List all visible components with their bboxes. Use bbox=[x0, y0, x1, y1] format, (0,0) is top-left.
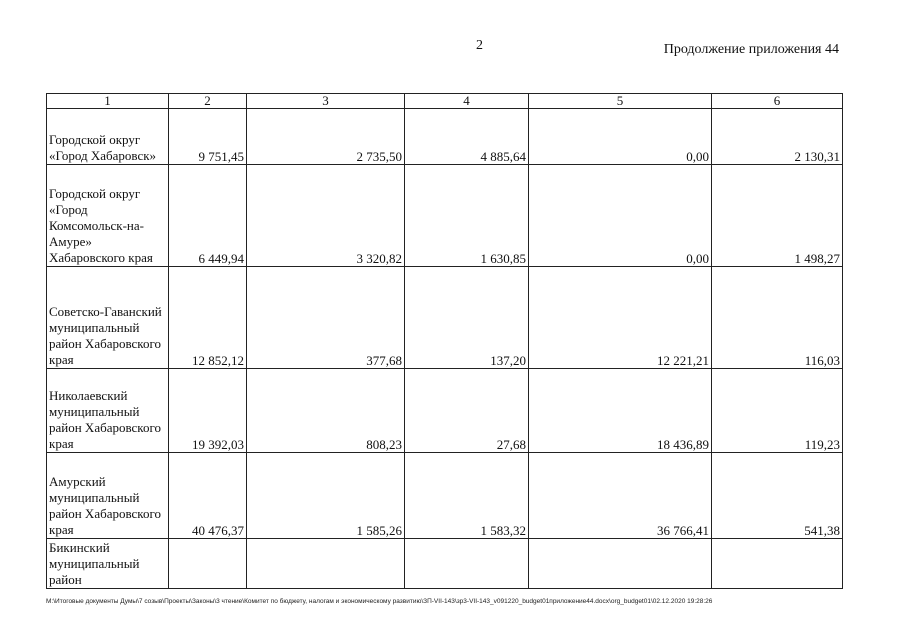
value-cell: 2 735,50 bbox=[247, 109, 405, 165]
value-cell bbox=[712, 539, 843, 589]
value-cell bbox=[405, 539, 529, 589]
value-cell: 12 852,12 bbox=[169, 267, 247, 369]
value-cell: 27,68 bbox=[405, 369, 529, 453]
value-cell: 0,00 bbox=[529, 165, 712, 267]
municipality-name: Советско-Гаванский муниципальный район Хабаровского края bbox=[47, 267, 169, 369]
table-row bbox=[47, 165, 843, 267]
municipality-name: Городской округ «Город Комсомольск-на-Амуре» Хабаровского края bbox=[47, 165, 169, 267]
column-header: 3 bbox=[247, 94, 405, 109]
municipality-name: Амурский муниципальный район Хабаровского края bbox=[47, 453, 169, 539]
value-cell: 541,38 bbox=[712, 453, 843, 539]
value-cell bbox=[529, 539, 712, 589]
value-cell: 116,03 bbox=[712, 267, 843, 369]
value-cell: 9 751,45 bbox=[169, 109, 247, 165]
value-cell: 40 476,37 bbox=[169, 453, 247, 539]
value-cell: 12 221,21 bbox=[529, 267, 712, 369]
column-header: 6 bbox=[712, 94, 843, 109]
value-cell: 1 498,27 bbox=[712, 165, 843, 267]
value-cell: 4 885,64 bbox=[405, 109, 529, 165]
table-row bbox=[47, 267, 843, 369]
value-cell: 1 585,26 bbox=[247, 453, 405, 539]
column-header: 1 bbox=[47, 94, 169, 109]
column-header: 4 bbox=[405, 94, 529, 109]
value-cell: 18 436,89 bbox=[529, 369, 712, 453]
table-header-row bbox=[47, 94, 843, 109]
value-cell: 2 130,31 bbox=[712, 109, 843, 165]
budget-table bbox=[46, 93, 843, 589]
value-cell: 1 583,32 bbox=[405, 453, 529, 539]
column-header: 2 bbox=[169, 94, 247, 109]
value-cell: 6 449,94 bbox=[169, 165, 247, 267]
value-cell: 137,20 bbox=[405, 267, 529, 369]
table-row bbox=[47, 453, 843, 539]
municipality-name: Николаевский муниципальный район Хабаровского края bbox=[47, 369, 169, 453]
continuation-heading: Продолжение приложения 44 bbox=[663, 42, 839, 57]
municipality-name: Городской округ «Город Хабаровск» bbox=[47, 109, 169, 165]
value-cell: 377,68 bbox=[247, 267, 405, 369]
value-cell: 1 630,85 bbox=[405, 165, 529, 267]
value-cell bbox=[247, 539, 405, 589]
value-cell: 36 766,41 bbox=[529, 453, 712, 539]
table-row bbox=[47, 369, 843, 453]
municipality-name: Бикинский муниципальный район bbox=[47, 539, 169, 589]
column-header: 5 bbox=[529, 94, 712, 109]
table-row bbox=[47, 539, 843, 589]
value-cell: 3 320,82 bbox=[247, 165, 405, 267]
value-cell bbox=[169, 539, 247, 589]
value-cell: 0,00 bbox=[529, 109, 712, 165]
table-row bbox=[47, 109, 843, 165]
value-cell: 808,23 bbox=[247, 369, 405, 453]
page-number: 2 bbox=[476, 38, 483, 53]
value-cell: 119,23 bbox=[712, 369, 843, 453]
document-path-footer: M:\Итоговые документы Думы\7 созыв\Проекты\Законы\3 чтение\Комитет по бюджету, налогам и экономическому развитию\ЗП-VII-143\зр3-VII-143_v091220_budget01приложение44.docx\org_budget01\02.12.2020 19:28:26 bbox=[46, 598, 713, 605]
value-cell: 19 392,03 bbox=[169, 369, 247, 453]
